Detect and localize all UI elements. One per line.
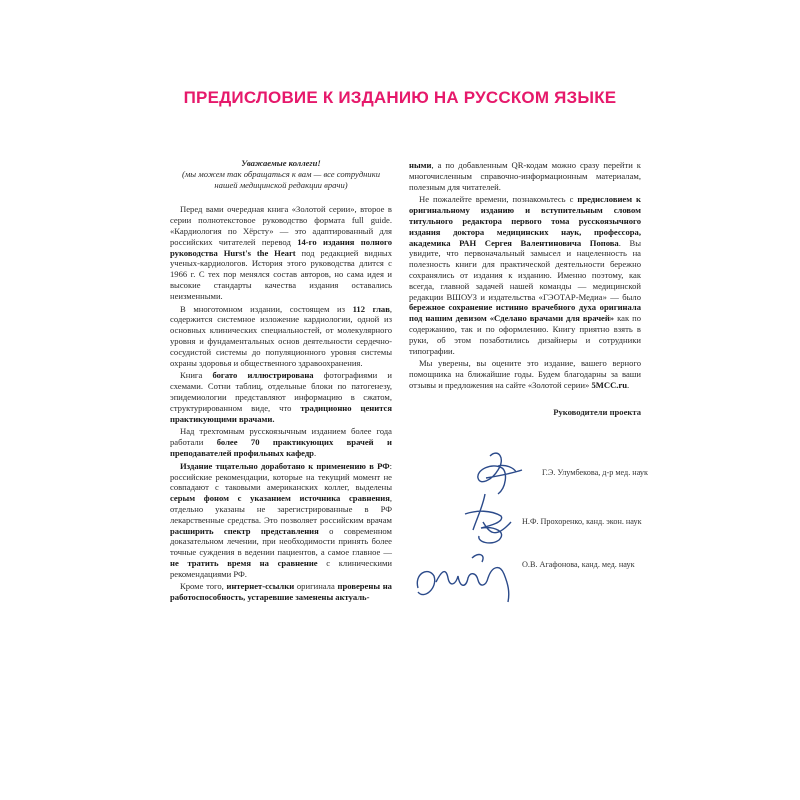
text-run: , содержится системное изложение кардиологии, одной из основных клинических специальностей, от молекулярного уровня и фундаментальных основ деятельности сердечно-сосудистой системы до популяционного уровня системы охраны здоровья и общественного здравоохранения.	[170, 303, 392, 368]
text-run: , а по добавленным QR-кодам можно сразу перейти к многочисленным справочно-информационным материалам, полезным для читателей.	[409, 160, 641, 192]
text-run: В многотомном издании, состоящем из	[180, 303, 353, 314]
page-title: ПРЕДИСЛОВИЕ К ИЗДАНИЮ НА РУССКОМ ЯЗЫКЕ	[183, 88, 617, 107]
paragraph	[170, 304, 392, 369]
text-run: Не пожалейте времени, познакомьтесь с	[419, 194, 578, 205]
text-run: .	[313, 447, 317, 458]
text-run: .	[627, 379, 630, 390]
text-run: о современном доказательном лечении, при необходимости принять более точные суждения в ведении пациентов, а самое главное —	[170, 525, 392, 558]
bold-text: интернет-ссылки	[226, 581, 295, 592]
bold-text: 112 глав	[352, 303, 390, 314]
bold-text: 14-го издания полного руководства Hurst's the Heart	[170, 236, 393, 258]
text-run: : российские рекомендации, которые на текущий момент не совпадают с таковыми американских коллег, выделены	[170, 460, 392, 493]
left-column	[170, 158, 392, 605]
greeting-note: (мы можем так обращаться к вам — все сотрудники нашей медицинской редакции врачи)	[181, 168, 381, 190]
greeting-salutation: Уважаемые коллеги!	[241, 158, 321, 168]
signatory-2: Н.Ф. Прохоренко, канд. экон. наук	[522, 517, 642, 526]
paragraph	[170, 461, 392, 580]
text-run: как по содержанию, так и по оформлению. Книгу приятно взять в руки, об этом позаботились дизайнеры и сотрудники типографии.	[409, 313, 641, 356]
signatory-1: Г.Э. Улумбекова, д-р мед. наук	[542, 468, 648, 477]
signature-2-image	[455, 492, 525, 548]
text-run: Книга	[180, 370, 213, 381]
bold-text: предисловием к оригинальному изданию и вступительным словом титульного редактора первого тома русскоязычного издания доктора медицинских наук, профессора, академика РАН Сергея Валентиновича Попова	[409, 194, 642, 248]
bold-text: ными	[409, 160, 432, 170]
text-run: оригинала	[294, 581, 338, 592]
bold-text: серым фоном с указанием источника сравнения	[170, 493, 390, 504]
bold-text: традиционно ценится практикующими врачами.	[170, 402, 392, 424]
bold-text: бережное сохранение истинно врачебного духа оригинала под нашим девизом «Сделано врачами для врачей»	[409, 302, 641, 324]
text-run: с клиническими рекомендациями РФ.	[170, 557, 392, 579]
text-run: под редакцией видных ученых-кардиологов. История этого руководства длится с 1966 г. С тех пор менялся состав авторов, но сама идея и высокие стандарты качества издания оставались неизменными.	[170, 247, 392, 301]
bold-text: расширить спектр представления	[170, 525, 319, 536]
text-run: Перед вами очередная книга «Золотой серии», второе в серии полнотекстовое руководство формата full guide. «Кардиология по Хёрсту» — это адаптированный для российских читателей перевод	[170, 204, 392, 247]
project-heads-label: Руководители проекта	[553, 406, 641, 417]
text-run: фотографиями и схемами. Сотни таблиц, отдельные блоки по патогенезу, эпидемиологии представляют информацию в сжатом, структурированном виде, что	[170, 370, 393, 413]
signature-1-image	[468, 448, 538, 498]
text-run: Над трехтомным русскоязычным изданием более года работали	[170, 426, 392, 448]
text-run: Мы уверены, вы оцените это издание, вашего верного помощника на ближайшие годы. Будем благодарны за ваши отзывы и предложения на сайте «Золотой серии»	[409, 358, 641, 390]
text-run: . Вы увидите, что первоначальный замысел и нацеленность на полезность книги для практической деятельности бережно сохранялись от издания к изданию. Именно поэтому, как всегда, главной задачей нашей команды — медицинской редакции ВШОУЗ и издательства «ГЭОТАР-Медиа» — было	[409, 237, 641, 302]
bold-text: 5MCC.ru	[591, 379, 628, 390]
signatory-3: О.В. Агафонова, канд. мед. наук	[522, 560, 635, 569]
paragraph	[409, 358, 641, 390]
signature-3-image	[412, 548, 522, 610]
paragraph	[409, 194, 641, 356]
bold-text: не тратить время на сравнение	[170, 557, 318, 568]
text-run: Кроме того,	[180, 581, 227, 592]
greeting	[170, 158, 392, 190]
paragraph	[170, 581, 392, 603]
paragraph	[409, 160, 641, 192]
right-column	[409, 160, 641, 418]
bold-text: Издание тщательно доработано к применению в РФ	[180, 460, 390, 471]
bold-text: более 70 практикующих врачей и преподавателей профильных кафедр	[170, 437, 392, 458]
paragraph	[170, 426, 392, 458]
paragraph	[170, 204, 392, 301]
bold-text: проверены на работоспособность, устаревшие заменены актуаль-	[170, 581, 392, 603]
bold-text: богато иллюстрирована	[212, 370, 314, 381]
paragraph	[170, 370, 392, 424]
text-run: , отдельно указаны не зарегистрированные в РФ лекарственные средства. Это позволяет российским врачам	[170, 493, 392, 525]
